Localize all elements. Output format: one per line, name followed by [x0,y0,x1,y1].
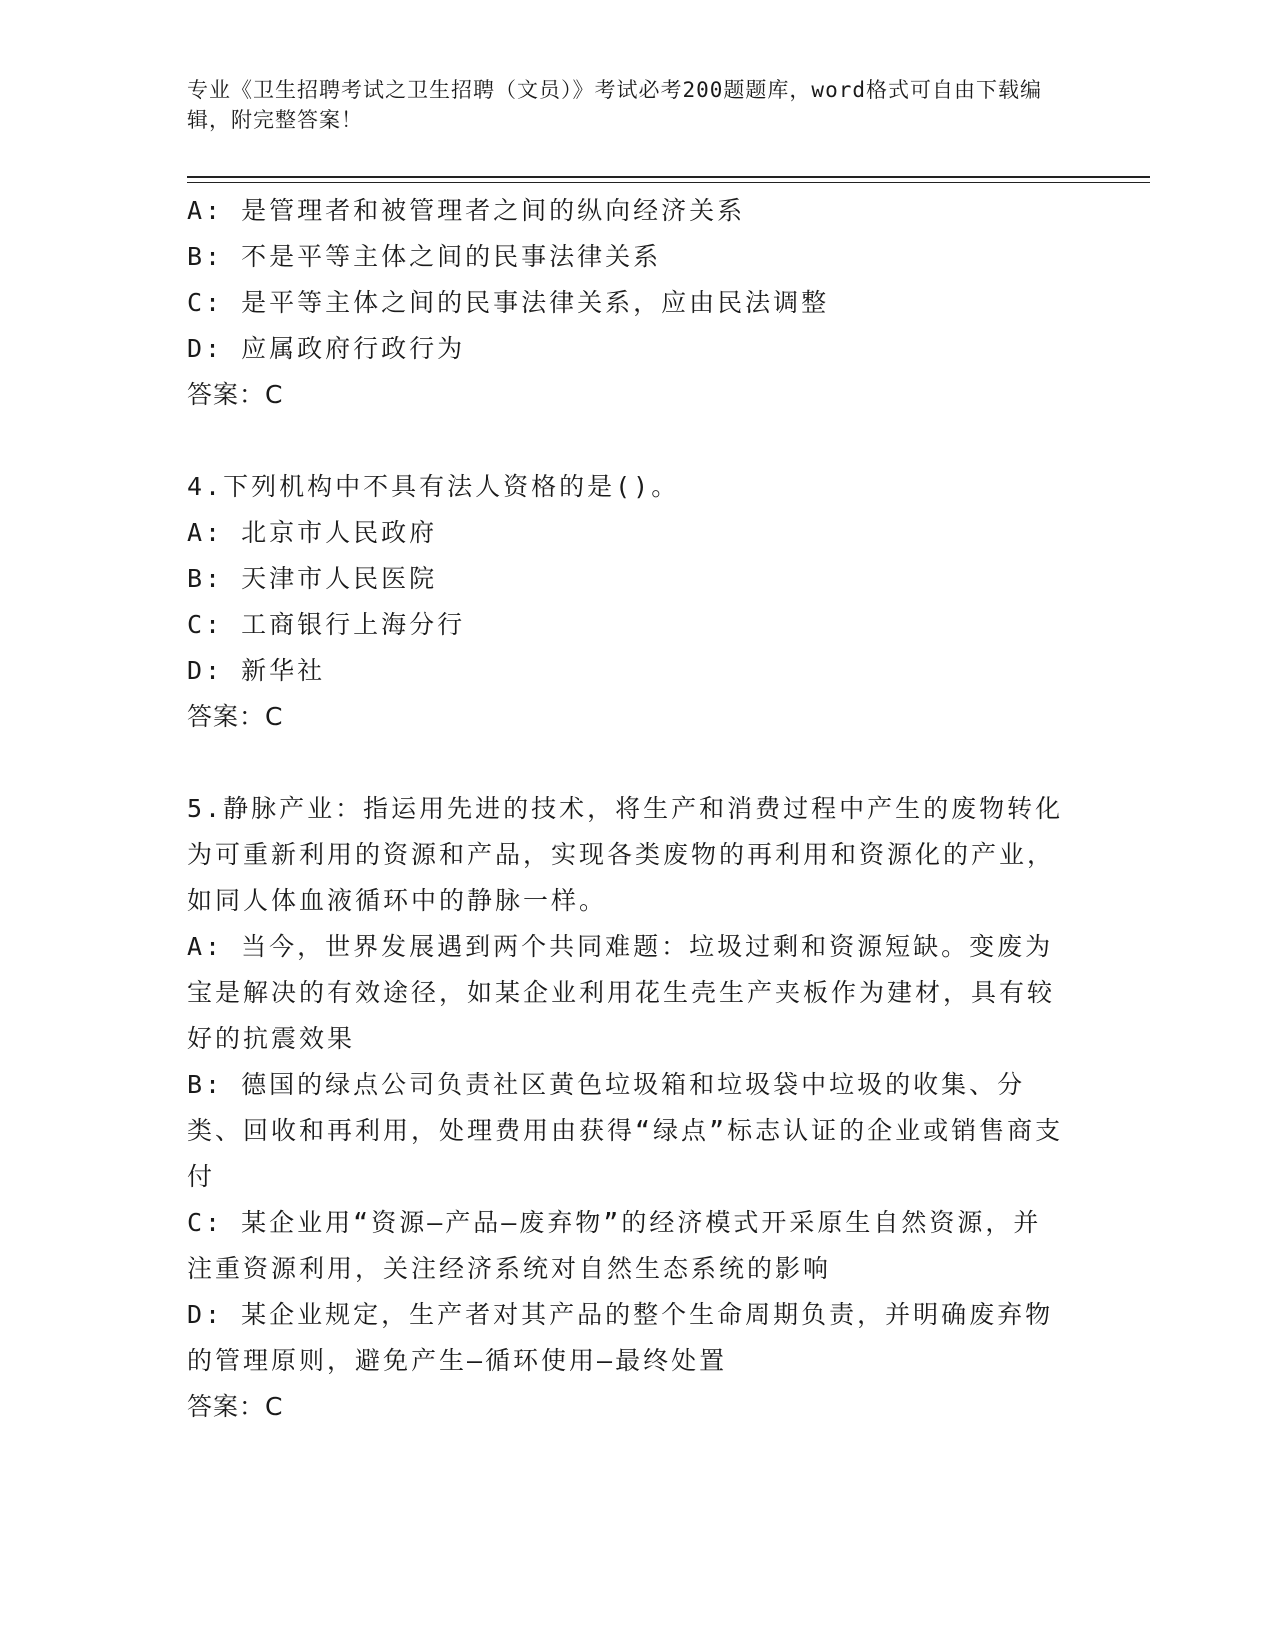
document-header: 专业《卫生招聘考试之卫生招聘（文员）》考试必考200题题库，word格式可自由下载编辑，附完整答案！ [187,78,1042,132]
option-d: D: 应属政府行政行为 [187,334,466,363]
answer: 答案：C [187,1392,284,1421]
option-d: D: 某企业规定，生产者对其产品的整个生命周期负责，并明确废弃物的管理原则，避免产生—循环使用—最终处置 [187,1300,1054,1375]
option-a: A: 北京市人民政府 [187,518,438,547]
spacer [187,740,1067,786]
option-a: A: 当今，世界发展遇到两个共同难题：垃圾过剩和资源短缺。变废为宝是解决的有效途径，如某企业利用花生壳生产夹板作为建材，具有较好的抗震效果 [187,932,1056,1053]
option-c: C: 是平等主体之间的民事法律关系，应由民法调整 [187,288,830,317]
option-c: C: 某企业用“资源—产品—废弃物”的经济模式开采原生自然资源，并注重资源利用，关注经济系统对自然生态系统的影响 [187,1208,1042,1283]
option-b: B: 天津市人民医院 [187,564,438,593]
answer: 答案：C [187,380,284,409]
question-text: 4.下列机构中不具有法人资格的是()。 [187,472,680,501]
question-text: 5.静脉产业：指运用先进的技术，将生产和消费过程中产生的废物转化为可重新利用的资源和产品，实现各类废物的再利用和资源化的产业，如同人体血液循环中的静脉一样。 [187,794,1064,915]
spacer [187,418,1067,464]
option-c: C: 工商银行上海分行 [187,610,466,639]
question-5-block [187,786,1067,1430]
question-list [187,188,1067,1430]
header-divider-thin [187,182,1150,183]
option-b: B: 不是平等主体之间的民事法律关系 [187,242,662,271]
question-4-block [187,464,1067,740]
option-b: B: 德国的绿点公司负责社区黄色垃圾箱和垃圾袋中垃圾的收集、分类、回收和再利用，处理费用由获得“绿点”标志认证的企业或销售商支付 [187,1070,1064,1191]
option-d: D: 新华社 [187,656,326,685]
answer: 答案：C [187,702,284,731]
header-divider-thick [187,176,1150,178]
option-a: A: 是管理者和被管理者之间的纵向经济关系 [187,196,746,225]
question-3-block [187,188,1067,418]
